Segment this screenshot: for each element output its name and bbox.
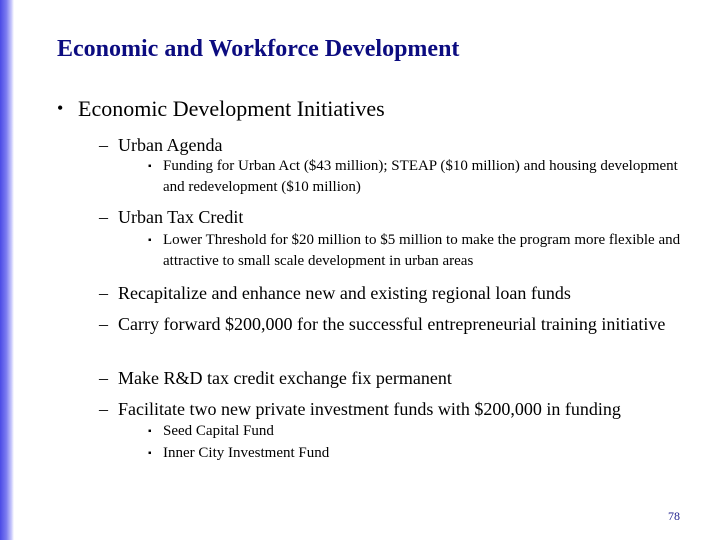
page-number: 78 bbox=[668, 509, 680, 523]
bullet-level3-text: Funding for Urban Act ($43 million); STEAP ($10 million) and housing development and redevelopment ($10 million) bbox=[163, 158, 678, 195]
bullet-level2-text: Facilitate two new private investment funds with $200,000 in funding bbox=[118, 399, 621, 419]
dash-icon: – bbox=[99, 399, 108, 419]
bullet-level1 bbox=[57, 96, 385, 122]
bullet-level2-text: Urban Agenda bbox=[118, 135, 223, 155]
slide-title: Economic and Workforce Development bbox=[57, 36, 460, 62]
bullet-level3-inner-city-investment-fund bbox=[148, 443, 698, 464]
bullet-level3-text: Lower Threshold for $20 million to $5 million to make the program more flexible and attractive to small scale development in urban areas bbox=[163, 232, 681, 269]
bullet-level3-seed-capital-fund bbox=[148, 421, 698, 442]
bullet-level2-text: Recapitalize and enhance new and existing regional loan funds bbox=[118, 283, 571, 303]
square-bullet-icon: ▪ bbox=[148, 448, 152, 459]
dash-icon: – bbox=[99, 135, 108, 155]
bullet-level2-text: Carry forward $200,000 for the successful entrepreneurial training initiative bbox=[118, 314, 666, 334]
square-bullet-icon: ▪ bbox=[148, 161, 152, 172]
bullet-dot-icon: • bbox=[57, 98, 64, 118]
dash-icon: – bbox=[99, 314, 108, 334]
bullet-level2-urban-agenda bbox=[99, 134, 699, 157]
bullet-level2-text: Make R&D tax credit exchange fix permanent bbox=[118, 368, 452, 388]
bullet-level1-text: Economic Development Initiatives bbox=[78, 96, 385, 121]
bullet-level3-text: Seed Capital Fund bbox=[163, 423, 274, 439]
dash-icon: – bbox=[99, 207, 108, 227]
bullet-level2-text: Urban Tax Credit bbox=[118, 207, 244, 227]
bullet-level2-rd-tax-credit bbox=[99, 367, 699, 390]
bullet-level3-text: Inner City Investment Fund bbox=[163, 445, 330, 461]
bullet-level2-regional-loan-funds bbox=[99, 282, 699, 305]
bullet-level2-urban-tax-credit bbox=[99, 206, 699, 229]
square-bullet-icon: ▪ bbox=[148, 235, 152, 246]
square-bullet-icon: ▪ bbox=[148, 426, 152, 437]
bullet-level3-urban-tax-credit-threshold bbox=[148, 230, 698, 272]
slide-left-gradient-bar bbox=[0, 0, 14, 540]
dash-icon: – bbox=[99, 283, 108, 303]
bullet-level3-urban-agenda-funding bbox=[148, 156, 698, 198]
bullet-level2-private-investment-funds bbox=[99, 398, 699, 421]
dash-icon: – bbox=[99, 368, 108, 388]
bullet-level2-entrepreneurial-training bbox=[99, 313, 699, 336]
